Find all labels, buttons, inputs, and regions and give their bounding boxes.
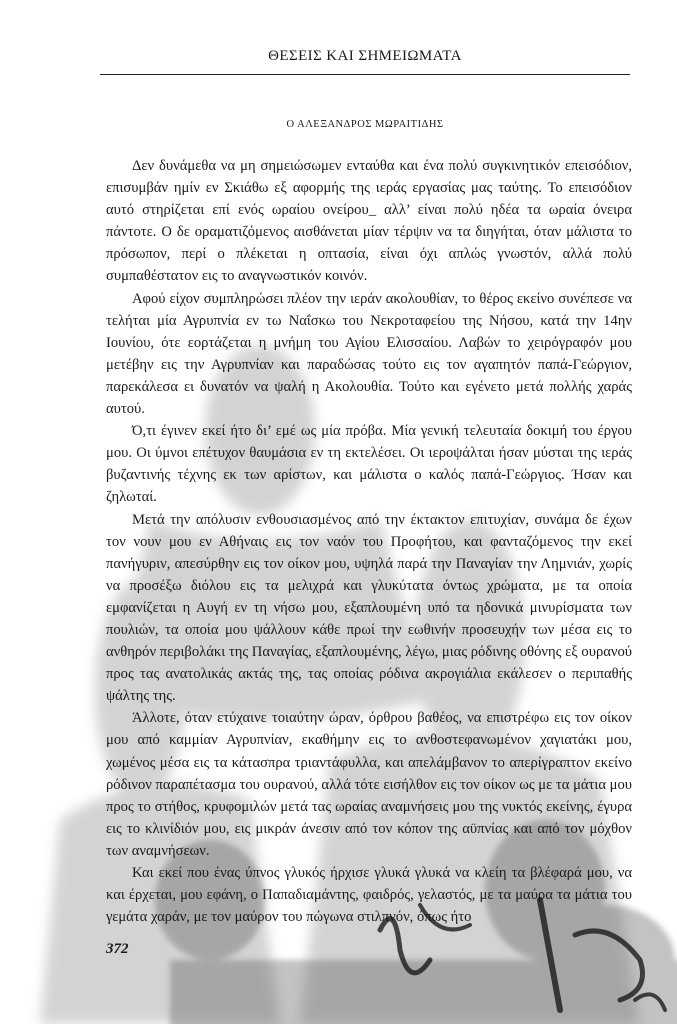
paragraph: Δεν δυνάμεθα να μη σημειώσωμεν ενταύθα και ένα πολύ συγκινητικόν επεισόδιον, επισυμβάν ημίν εν Σκιάθω εξ αφορμής της ιεράς εργασίας μας ταύτης. Το επεισόδιον αυτό στηρίζεται επί ενός ωραίου ονείρου_ αλλ’ είναι πολύ ηδέα τα ωραία όνειρα πάντοτε. Ο δε οραματιζόμενος αισθάνεται μίαν τέρψιν να τα διηγήται, όταν μάλιστα το πρόσωπον, περί ο πλέκεται η οπτασία, είναι όχι απλώς γνωστόν, αλλά πολύ συμπαθέστατον εις το αναγνωστικόν κοινόν. [106, 158, 632, 285]
header-rule [100, 74, 630, 75]
paragraph: Μετά την απόλυσιν ενθουσιασμένος από την έκτακτον επιτυχίαν, συνάμα δε έχων τον νουν μου εν Αθήναις εις τον ναόν του Προφήτου, και φανταζόμενος την εκεί πανήγυριν, απεσύρθην εις τον οίκον μου, υψηλά παρά την Παναγίαν την Λημνιάν, χωρίς να προσέξω διόλου εις τα μελιχρά και γλυκύτατα όντως χρώματα, με τα οποία εμφανίζεται η Αυγή εν τη νήσω μου, εξαπλουμένη υπό τα ηδονικά μινυρίσματα των πουλιών, τα οποία μου ψάλλουν κάθε πρωί την εωθινήν προσευχήν των μέσα εις το ανθηρόν περιβολάκι της Παναγίας, εξαπλουμένης, λέγω, μιας ρόδινης οθόνης εξ ουρανού προς τας ανατολικάς ακτάς της, τας οποίας ρόδινα ακρογιάλια εκάλεσεν ο περιπαθής ψάλτης της. [106, 511, 632, 705]
body-text [106, 155, 632, 928]
paragraph: Ό,τι έγινεν εκεί ήτο δι’ εμέ ως μία πρόβα. Μία γενική τελευταία δοκιμή του έργου μου. Οι ύμνοι επέτυχον θαυμάσια εν τη εκτελέσει. Οι ιεροψάλται ήσαν μύσται της ιεράς βυζαντινής τέχνης εκ των αρίστων, και μάλιστα ο καλός παπά-Γεώργιος. Ήσαν και ζηλωταί. [106, 423, 632, 506]
article-subtitle: Ο ΑΛΕΞΑΝΔΡΟΣ ΜΩΡΑΙΤΙΔΗΣ [286, 119, 444, 130]
paragraph: Και εκεί που ένας ύπνος γλυκός ήρχισε γλυκά γλυκά να κλείη τα βλέφαρά μου, να και έρχεται, μου εφάνη, ο Παπαδιαμάντης, φαιδρός, γελαστός, με τα μαύρα τα μάτια του γεμάτα χαράν, με τον μαύρον του πώγωνα στιλπνόν, όπως ήτο [106, 865, 632, 926]
page-number: 372 [106, 941, 129, 957]
paragraph: Αφού είχον συμπληρώσει πλέον την ιεράν ακολουθίαν, το θέρος εκείνο συνέπεσε να τελήται μία Αγρυπνία εν τω Ναΐσκω του Νεκροταφείου της Νήσου, κατά την 14ην Ιουνίου, ότε εορτάζεται η μνήμη του Αγίου Ελισσαίου. Λαβών το χειρόγραφόν μου μετέβην εις την Αγρυπνίαν και παραδώσας τούτο εις τον αγαπητόν παπά-Γεώργιον, παρεκάλεσα ει δυνατόν να ψαλή η Ακολουθία. Τούτο και εγένετο μετά πολλής χαράς αυτού. [106, 290, 632, 418]
paragraph: Άλλοτε, όταν ετύχαινε τοιαύτην ώραν, όρθρου βαθέος, να επιστρέφω εις τον οίκον μου από καμμίαν Αγρυπνίαν, εκαθήμην εις το ανθοστεφανωμένον χαγιατάκι μου, χωμένος μέσα εις τα κάτασπρα τριαντάφυλλα, και απελάμβανον το απερίγραπτον εκείνο ρόδινον παραπέτασμα του ουρανού, αλλά τότε εισήλθον εις τον οίκον ως με τα μάτια μου προς το στήθος, κρυφομιλών μετά τας ωραίας αναμνήσεις μου της νυκτός εκείνης, έγυρα εις το κλινίδιόν μου, εις μικράν άνεσιν από τον κόπον της αϋπνίας και από τον μόχθον των αναμνήσεων. [106, 710, 632, 859]
running-header-title: ΘΕΣΕΙΣ ΚΑΙ ΣΗΜΕΙΩΜΑΤΑ [268, 48, 462, 64]
